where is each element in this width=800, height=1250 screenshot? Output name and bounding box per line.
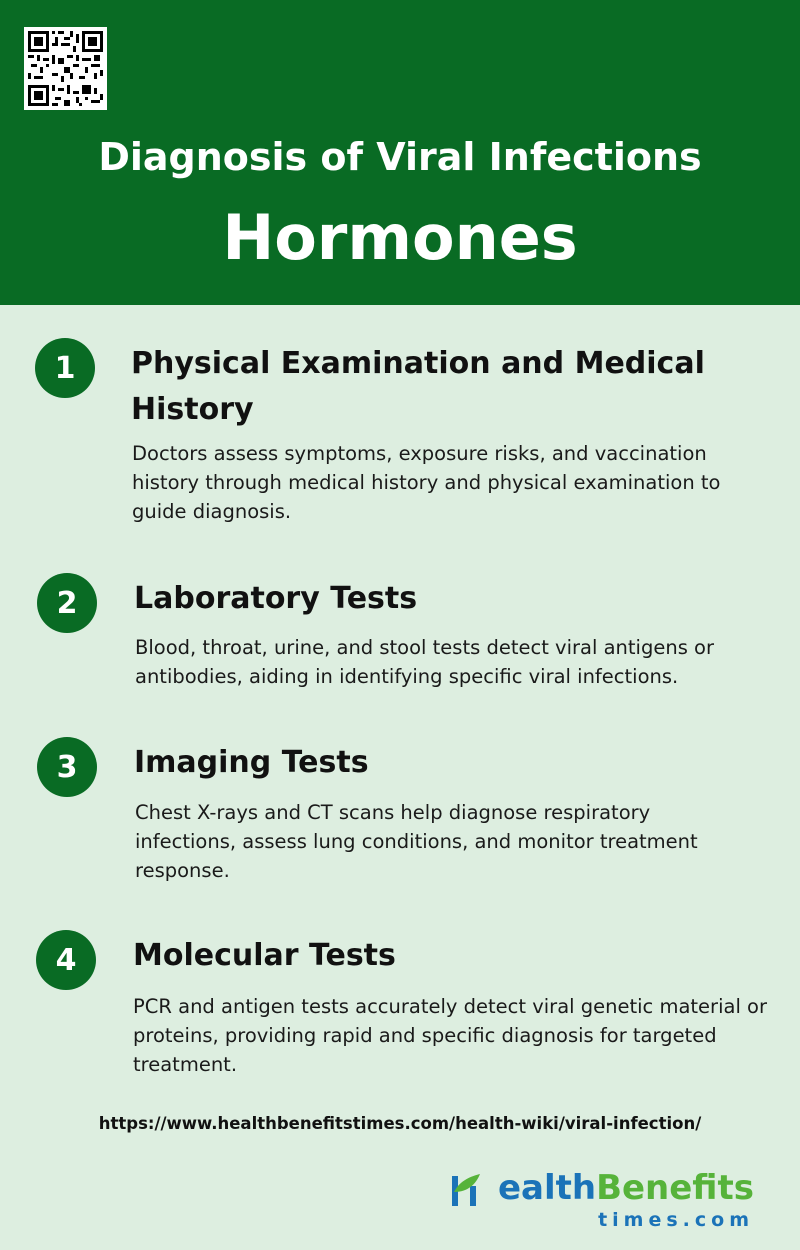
- logo-health-text: ealth: [497, 1168, 597, 1208]
- logo-wordmark: [498, 1168, 754, 1208]
- header-banner: [0, 0, 800, 305]
- page-title: Diagnosis of Viral Infections: [98, 135, 702, 179]
- step-title: Imaging Tests: [134, 745, 369, 780]
- leaf-icon: [450, 1172, 482, 1206]
- page-subtitle: Hormones: [222, 201, 578, 274]
- step-number-badge: 2: [37, 573, 97, 633]
- step-title-line: Physical Examination and Medical: [131, 346, 705, 381]
- step-number-badge: 3: [37, 737, 97, 797]
- step-description: Blood, throat, urine, and stool tests detect viral antigens or antibodies, aiding in identifying specific viral infections.: [135, 636, 715, 688]
- step-description: Doctors assess symptoms, exposure risks, and vaccination history through medical history and physical examination to guide diagnosis.: [132, 442, 721, 523]
- brand-logo: [444, 1168, 764, 1232]
- source-url-link[interactable]: https://www.healthbenefitstimes.com/health-wiki/viral-infection/: [98, 1114, 702, 1133]
- logo-benefits-text: Benefits: [596, 1168, 754, 1208]
- step-title: Laboratory Tests: [134, 581, 418, 616]
- qr-code-icon[interactable]: [24, 27, 107, 110]
- step-number-badge: 1: [35, 338, 95, 398]
- step-title-line: History: [131, 392, 254, 427]
- step-title: Molecular Tests: [133, 938, 396, 973]
- logo-subtext: times.com: [598, 1209, 754, 1231]
- step-description: PCR and antigen tests accurately detect viral genetic material or proteins, providing rapid and specific diagnosis for targeted treatment.: [133, 995, 768, 1076]
- step-number-badge: 4: [36, 930, 96, 990]
- step-description: Chest X-rays and CT scans help diagnose respiratory infections, assess lung conditions, and monitor treatment response.: [135, 801, 698, 882]
- step-title: [131, 341, 705, 433]
